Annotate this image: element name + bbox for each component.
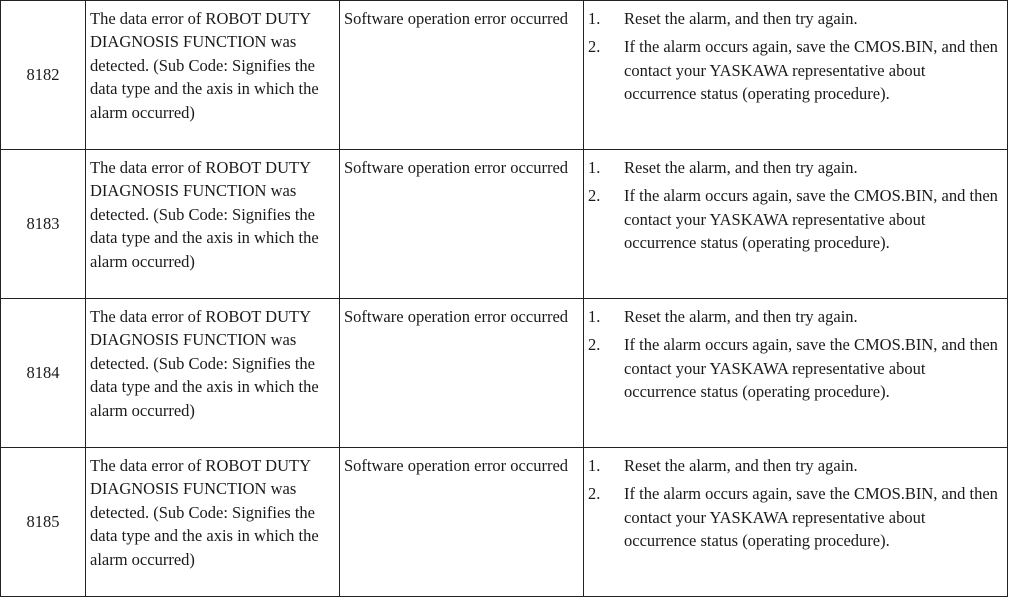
table-row (1, 1, 1008, 150)
remedy-step-number: 1. (588, 456, 601, 475)
remedy-step (588, 184, 999, 254)
remedy-step-text: Reset the alarm, and then try again. (624, 158, 858, 177)
alarm-remedy (584, 299, 1008, 448)
remedy-step (588, 305, 999, 328)
alarm-code: 8185 (1, 448, 86, 597)
remedy-step (588, 156, 999, 179)
alarm-remedy (584, 1, 1008, 150)
remedy-step-number: 2. (588, 484, 601, 504)
alarm-code: 8182 (1, 1, 86, 150)
alarm-cause: The data error of ROBOT DUTY DIAGNOSIS FUNCTION was detected. (Sub Code: Signifies the data type and the axis in which the alarm occurred) (86, 1, 340, 150)
remedy-step-text: Reset the alarm, and then try again. (624, 456, 858, 475)
alarm-description: Software operation error occurred (340, 150, 584, 299)
table-row (1, 448, 1008, 597)
remedy-step-text: Reset the alarm, and then try again. (624, 9, 858, 28)
alarm-remedy (584, 150, 1008, 299)
remedy-step-number: 2. (588, 186, 601, 206)
remedy-step-number: 1. (588, 158, 601, 177)
alarm-description: Software operation error occurred (340, 299, 584, 448)
alarm-cause: The data error of ROBOT DUTY DIAGNOSIS FUNCTION was detected. (Sub Code: Signifies the data type and the axis in which the alarm occurred) (86, 299, 340, 448)
remedy-step (588, 35, 999, 105)
alarm-description: Software operation error occurred (340, 448, 584, 597)
remedy-step (588, 333, 999, 403)
remedy-step (588, 7, 999, 30)
remedy-step-number: 1. (588, 307, 601, 326)
alarm-code: 8183 (1, 150, 86, 299)
alarm-cause: The data error of ROBOT DUTY DIAGNOSIS FUNCTION was detected. (Sub Code: Signifies the data type and the axis in which the alarm occurred) (86, 448, 340, 597)
alarm-description: Software operation error occurred (340, 1, 584, 150)
table-row (1, 150, 1008, 299)
table-row (1, 299, 1008, 448)
remedy-step-number: 2. (588, 335, 601, 355)
remedy-step-number: 2. (588, 37, 601, 57)
remedy-step-text: If the alarm occurs again, save the CMOS.BIN, and then contact your YASKAWA representative about occurrence status (operating procedure). (624, 335, 998, 402)
remedy-step (588, 454, 999, 477)
alarm-code: 8184 (1, 299, 86, 448)
remedy-step-number: 1. (588, 9, 601, 28)
remedy-step-text: If the alarm occurs again, save the CMOS.BIN, and then contact your YASKAWA representative about occurrence status (operating procedure). (624, 186, 998, 253)
remedy-step-text: If the alarm occurs again, save the CMOS.BIN, and then contact your YASKAWA representative about occurrence status (operating procedure). (624, 37, 998, 104)
remedy-step (588, 482, 999, 552)
alarm-cause: The data error of ROBOT DUTY DIAGNOSIS FUNCTION was detected. (Sub Code: Signifies the data type and the axis in which the alarm occurred) (86, 150, 340, 299)
alarm-remedy (584, 448, 1008, 597)
remedy-step-text: Reset the alarm, and then try again. (624, 307, 858, 326)
remedy-step-text: If the alarm occurs again, save the CMOS.BIN, and then contact your YASKAWA representative about occurrence status (operating procedure). (624, 484, 998, 551)
